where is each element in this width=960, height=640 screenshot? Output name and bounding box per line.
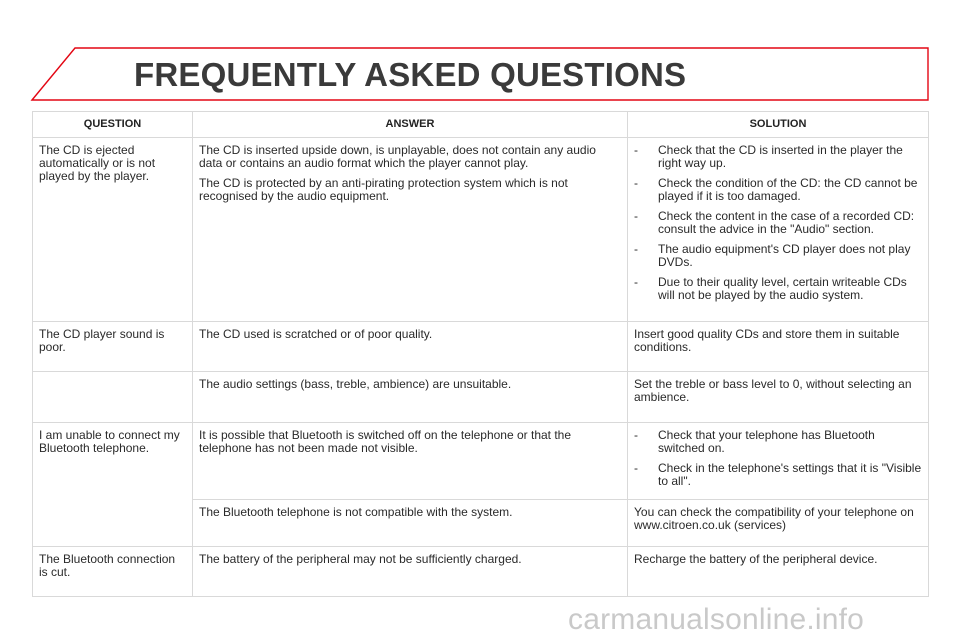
solution-item xyxy=(634,462,922,488)
watermark: carmanualsonline.info xyxy=(568,603,865,636)
solution-text: The audio equipment's CD player does not play DVDs. xyxy=(658,242,911,269)
solution-cell xyxy=(628,423,929,500)
solution-item xyxy=(634,429,922,455)
solution-text: Insert good quality CDs and store them in suitable conditions. xyxy=(634,327,900,354)
answer-cell xyxy=(193,372,628,423)
question-text: The Bluetooth connection is cut. xyxy=(39,552,176,579)
answer-text: The CD is protected by an anti-pirating protection system which is not recognised by the audio equipment. xyxy=(199,176,568,203)
dash-bullet: - xyxy=(634,242,638,256)
header-solution: SOLUTION xyxy=(628,112,929,138)
question-cell xyxy=(33,547,193,597)
question-cell xyxy=(33,372,193,423)
solution-item xyxy=(634,210,922,236)
answer-cell xyxy=(193,322,628,372)
question-cell xyxy=(33,423,193,547)
solution-text: Check that your telephone has Bluetooth switched on. xyxy=(658,428,875,455)
dash-bullet: - xyxy=(634,428,638,442)
dash-bullet: - xyxy=(634,275,638,289)
question-cell xyxy=(33,138,193,322)
answer-cell xyxy=(193,500,628,547)
solution-list xyxy=(634,429,922,488)
dash-bullet: - xyxy=(634,209,638,223)
solution-text: Set the treble or bass level to 0, without selecting an ambience. xyxy=(634,377,912,404)
question-text: I am unable to connect my Bluetooth telephone. xyxy=(39,428,180,455)
question-text: The CD player sound is poor. xyxy=(39,327,165,354)
solution-cell xyxy=(628,322,929,372)
dash-bullet: - xyxy=(634,176,638,190)
header-question: QUESTION xyxy=(33,112,193,138)
solution-text: Due to their quality level, certain writeable CDs will not be played by the audio system. xyxy=(658,275,907,302)
solution-item xyxy=(634,177,922,203)
answer-cell xyxy=(193,547,628,597)
answer-text: The CD is inserted upside down, is unplayable, does not contain any audio data or contains an audio format which the player cannot play. xyxy=(199,143,596,170)
solution-text: Check that the CD is inserted in the player the right way up. xyxy=(658,143,903,170)
answer-cell xyxy=(193,423,628,500)
answer-text: The battery of the peripheral may not be sufficiently charged. xyxy=(199,552,522,566)
dash-bullet: - xyxy=(634,461,638,475)
table-row xyxy=(33,138,929,322)
solution-cell xyxy=(628,138,929,322)
question-cell xyxy=(33,322,193,372)
solution-item xyxy=(634,243,922,269)
question-text: The CD is ejected automatically or is not played by the player. xyxy=(39,143,156,183)
answer-text: The CD used is scratched or of poor quality. xyxy=(199,327,433,341)
solution-text: You can check the compatibility of your telephone on www.citroen.co.uk (services) xyxy=(634,505,914,532)
answer-cell xyxy=(193,138,628,322)
solution-item xyxy=(634,276,922,302)
table-row xyxy=(33,322,929,372)
faq-table xyxy=(32,111,929,597)
solution-item xyxy=(634,144,922,170)
solution-list xyxy=(634,144,922,302)
answer-text: The Bluetooth telephone is not compatible with the system. xyxy=(199,505,513,519)
page-title: FREQUENTLY ASKED QUESTIONS xyxy=(134,56,687,93)
answer-text: The audio settings (bass, treble, ambience) are unsuitable. xyxy=(199,377,512,391)
solution-cell xyxy=(628,547,929,597)
table-row xyxy=(33,423,929,500)
solution-text: Check the content in the case of a recorded CD: consult the advice in the "Audio" section. xyxy=(658,209,915,236)
answer-text: It is possible that Bluetooth is switched off on the telephone or that the telephone has not been made not visible. xyxy=(199,428,572,455)
solution-text: Check the condition of the CD: the CD cannot be played if it is too damaged. xyxy=(658,176,918,203)
header-answer: ANSWER xyxy=(193,112,628,138)
table-row xyxy=(33,372,929,423)
dash-bullet: - xyxy=(634,143,638,157)
solution-cell xyxy=(628,372,929,423)
table-header-row xyxy=(33,112,929,138)
solution-text: Check in the telephone's settings that it is "Visible to all". xyxy=(658,461,922,488)
solution-text: Recharge the battery of the peripheral device. xyxy=(634,552,878,566)
solution-cell xyxy=(628,500,929,547)
table-row xyxy=(33,547,929,597)
